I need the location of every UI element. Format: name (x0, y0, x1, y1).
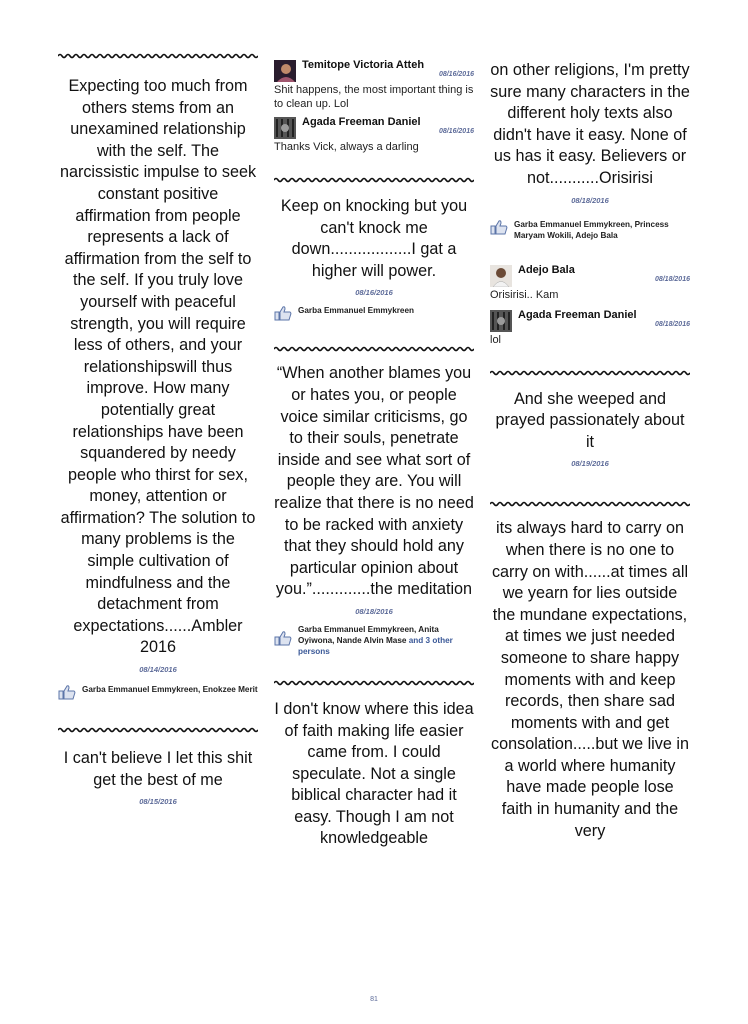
comment-text: Shit happens, the most important thing is to clean up. Lol (274, 84, 474, 110)
wavy-divider (274, 345, 474, 353)
column-2 (274, 60, 474, 850)
column-3 (490, 60, 690, 842)
post-text: on other religions, I'm pretty sure many characters in the different holy texts also didn't have it easy. None of us has it easy. Believers or not...........Orisirisi (490, 61, 690, 187)
wavy-divider (58, 52, 258, 60)
commenter-name[interactable]: Temitope Victoria Atteh (302, 59, 425, 71)
like-thumb-icon (490, 219, 508, 235)
post-date: 08/18/2016 (355, 606, 393, 616)
post-text: Expecting too much from others stems from an unexamined relationship with the self. The narcissistic impulse to seek constant positive affirmation from people represents a lack of affirmation from the self to the self. If you truly love yourself with peaceful strength, you will require less of others, and your relationshipswill thus improve. How many potentially great relationships have been squandered by needy people who thirst for sex, money, attention or affirmation? The solution to many problems is the simple cultivation of mindfulness and the detachment from expectations......Ambler 2016 (59, 77, 257, 657)
likes-names[interactable]: Garba Emmanuel Emmykreen, Enokzee Merit (82, 685, 258, 695)
commenter-name[interactable]: Agada Freeman Daniel (302, 116, 421, 128)
comment-text: lol (490, 333, 502, 346)
comment-date: 08/18/2016 (654, 275, 690, 283)
wavy-divider (274, 176, 474, 184)
wavy-divider (490, 369, 690, 377)
post-text: Keep on knocking but you can't knock me down..................I gat a higher will power. (280, 197, 468, 280)
comment (274, 117, 474, 154)
wavy-divider (274, 679, 474, 687)
commenter-name[interactable]: Agada Freeman Daniel (518, 308, 637, 321)
comment-date: 08/18/2016 (654, 320, 690, 328)
wavy-divider (58, 726, 258, 734)
wavy-divider (490, 500, 690, 508)
avatar[interactable] (274, 60, 296, 82)
like-thumb-icon (274, 630, 292, 646)
comment-date: 08/16/2016 (438, 128, 474, 135)
avatar[interactable] (490, 265, 512, 287)
like-thumb-icon (58, 684, 76, 700)
post-date: 08/15/2016 (139, 797, 177, 807)
like-thumb-icon (274, 305, 292, 321)
column-1 (58, 52, 258, 806)
comment (490, 265, 690, 302)
likes-row (274, 305, 474, 321)
avatar[interactable] (274, 117, 296, 139)
post-text: “When another blames you or hates you, or people voice similar criticisms, go to their souls, penetrate inside and see what sort of people they are. You will realize that there is no need to be racked with anxiety that they should hold any particular opinion about you.”.............the meditation (274, 364, 474, 599)
post-text: I can't believe I let this shit get the best of me (63, 749, 253, 789)
comment-text: Orisirisi.. Kam (490, 288, 559, 301)
comment (274, 60, 474, 111)
likes-row (490, 219, 690, 241)
likes-row (274, 624, 474, 657)
post-date: 08/14/2016 (139, 665, 177, 675)
post-date: 08/19/2016 (571, 459, 609, 469)
comment-date: 08/16/2016 (438, 71, 474, 78)
page-number: 81 (370, 996, 378, 1003)
commenter-name[interactable]: Adejo Bala (518, 263, 575, 276)
post-text: And she weeped and prayed passionately about it (495, 389, 685, 451)
avatar[interactable] (490, 310, 512, 332)
likes-row (58, 684, 258, 700)
likes-names[interactable]: Garba Emmanuel Emmykreen, Princess Maryam Wokili, Adejo Bala (514, 219, 669, 240)
likes-more-link[interactable]: and 3 other persons (298, 635, 453, 656)
post-text: I don't know where this idea of faith making life easier came from. I could speculate. Not a single biblical character had it easy. Though I am not knowledgeable (274, 699, 474, 848)
likes-names[interactable]: Garba Emmanuel Emmykreen (298, 306, 415, 316)
comment-text: Thanks Vick, always a darling (274, 141, 419, 153)
post-date: 08/16/2016 (355, 288, 393, 298)
likes-names: Garba Emmanuel Emmykreen, Anita Oyiwona, Nande Alvin Mase and 3 other persons (298, 624, 453, 656)
post-text: its always hard to carry on when there is no one to carry on with......at times all we yearn for lies outside the mundane expectations, at times we just needed someone to share happy moments with and keep records, then share sad moments with and get consolation.....but we live in a world where humanity have made people lose faith in humanity and the very (491, 519, 689, 840)
comment (490, 310, 690, 347)
post-date: 08/18/2016 (571, 195, 609, 205)
